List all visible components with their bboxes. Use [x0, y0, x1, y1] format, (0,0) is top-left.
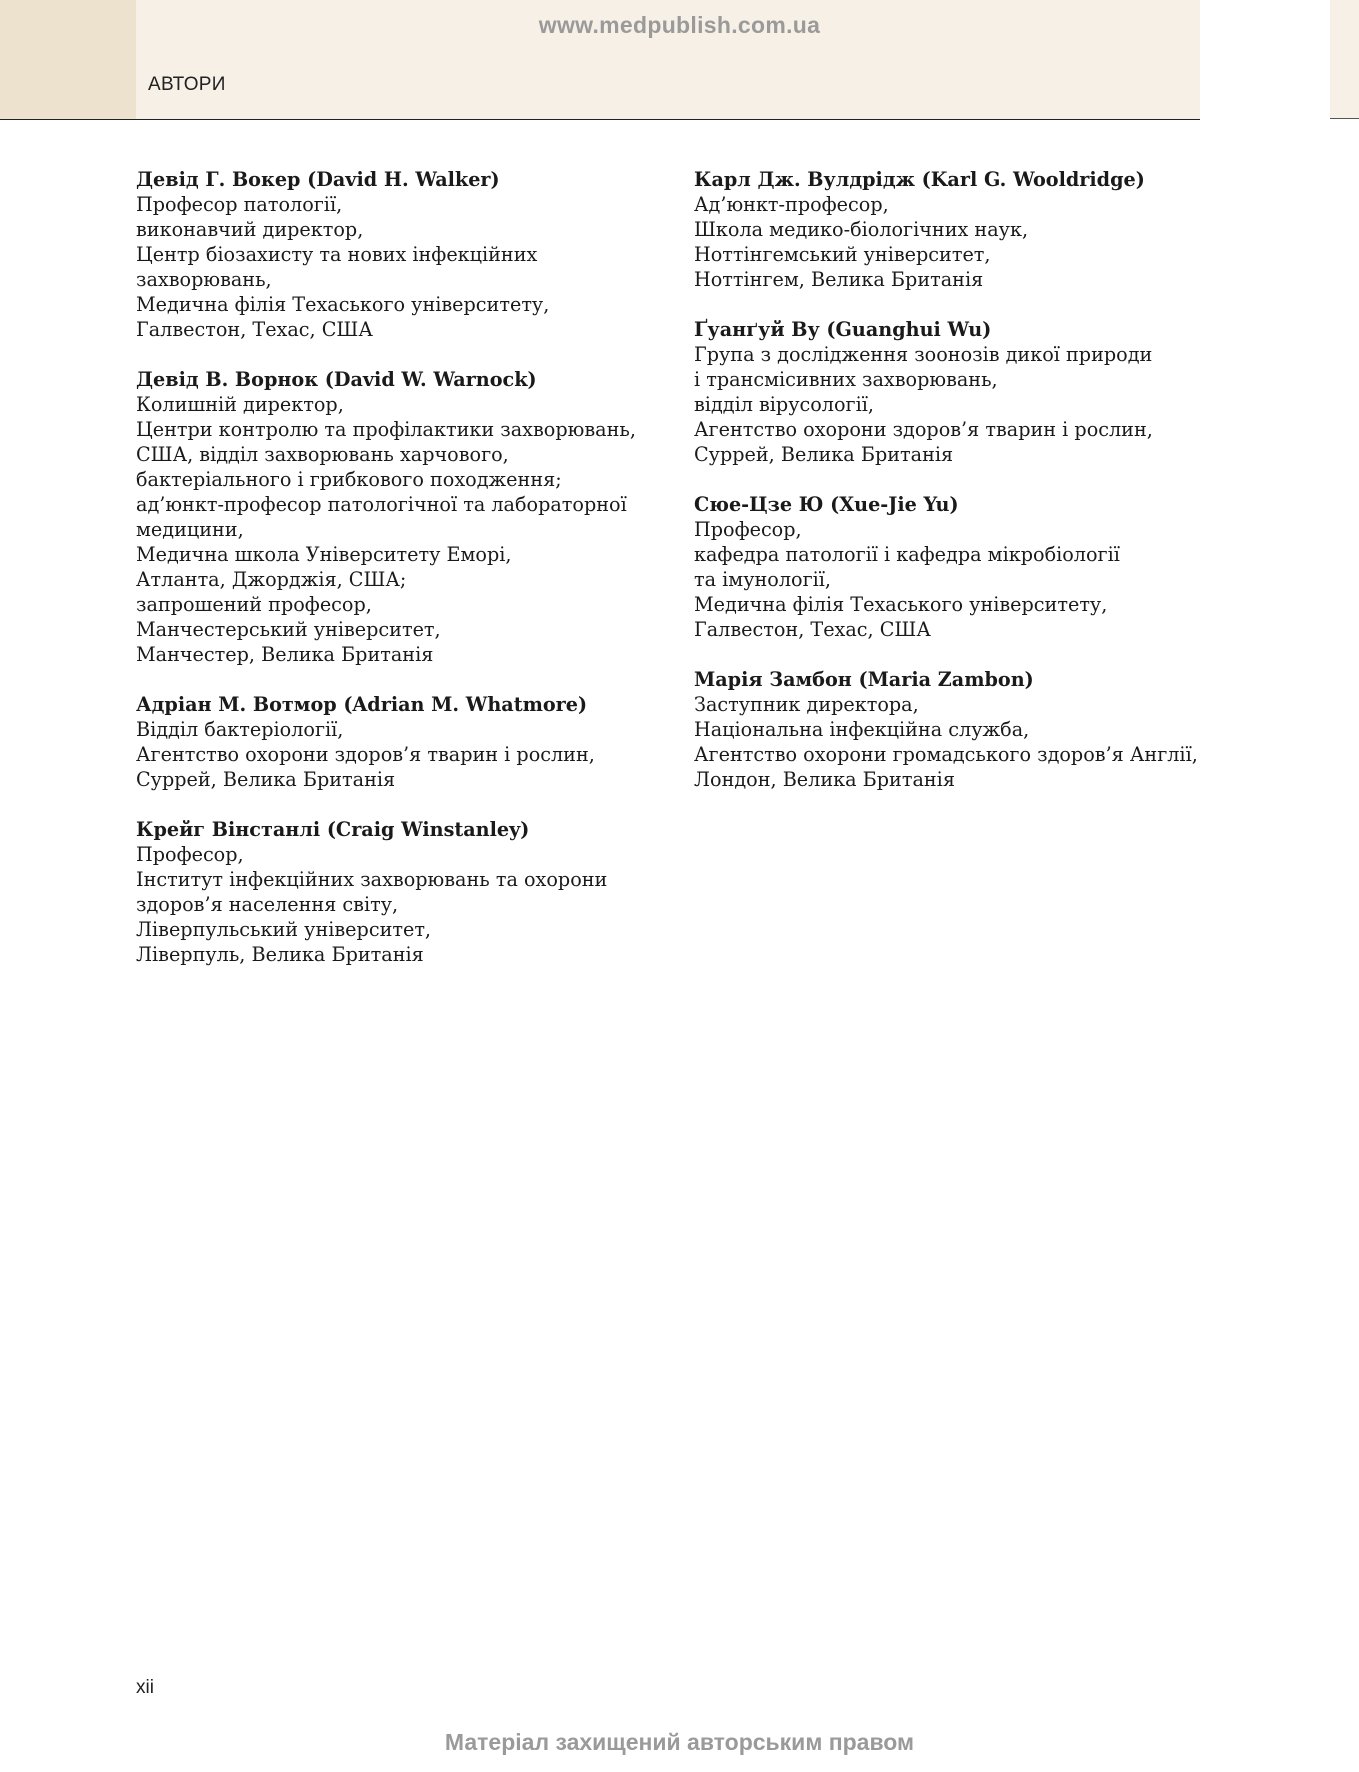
- affiliation-line: Атланта, Джорджія, США;: [136, 568, 407, 591]
- affiliation-line: та імунології,: [694, 568, 832, 591]
- affiliation-line: Національна інфекційна служба,: [694, 718, 1030, 741]
- affiliation-line: Агентство охорони здоров’я тварин і рослин,: [136, 743, 595, 766]
- affiliation-line: Колишній директор,: [136, 393, 344, 416]
- affiliation-line: Група з дослідження зоонозів дикої природи: [694, 343, 1153, 366]
- affiliation-line: Ліверпульський університет,: [136, 918, 432, 941]
- affiliation-line: Ноттінгем, Велика Британія: [694, 268, 984, 291]
- author-entry: [694, 492, 1214, 642]
- author-name: Ґуанґуй Ву (Guanghui Wu): [694, 318, 992, 341]
- affiliation-line: США, відділ захворювань харчового,: [136, 443, 509, 466]
- section-title: АВТОРИ: [148, 74, 226, 95]
- authors-column-left: [136, 167, 676, 992]
- affiliation-line: Відділ бактеріології,: [136, 718, 344, 741]
- affiliation-line: Медична філія Техаського університету,: [136, 293, 550, 316]
- affiliation-line: Медична філія Техаського університету,: [694, 593, 1108, 616]
- author-entry: [694, 167, 1214, 292]
- affiliation-line: Ад’юнкт-професор,: [694, 193, 889, 216]
- header-divider: [0, 119, 1200, 120]
- affiliation-line: запрошений професор,: [136, 593, 372, 616]
- affiliation-line: Агентство охорони громадського здоров’я Англії,: [694, 743, 1198, 766]
- author-name: Крейг Вінстанлі (Craig Winstanley): [136, 818, 530, 841]
- affiliation-line: Ноттінгемський університет,: [694, 243, 991, 266]
- affiliation-line: Суррей, Велика Британія: [136, 768, 396, 791]
- affiliation-line: Медична школа Університету Еморі,: [136, 543, 512, 566]
- affiliation-line: Галвестон, Техас, США: [694, 618, 931, 641]
- affiliation-line: і трансмісивних захворювань,: [694, 368, 998, 391]
- affiliation-line: виконавчий директор,: [136, 218, 364, 241]
- affiliation-line: Галвестон, Техас, США: [136, 318, 373, 341]
- author-entry: [136, 817, 676, 967]
- author-name: Девід Г. Вокер (David H. Walker): [136, 168, 500, 191]
- authors-column-right: [694, 167, 1214, 817]
- affiliation-line: Манчестерський університет,: [136, 618, 441, 641]
- affiliation-line: Заступник директора,: [694, 693, 919, 716]
- affiliation-line: Центр біозахисту та нових інфекційних: [136, 243, 538, 266]
- author-name: Сюе-Цзе Ю (Xue-Jie Yu): [694, 493, 959, 516]
- affiliation-line: медицини,: [136, 518, 244, 541]
- author-entry: [136, 692, 676, 792]
- author-name: Адріан М. Вотмор (Adrian M. Whatmore): [136, 693, 588, 716]
- author-name: Марія Замбон (Maria Zambon): [694, 668, 1034, 691]
- affiliation-line: здоров’я населення світу,: [136, 893, 399, 916]
- author-entry: [136, 367, 676, 667]
- affiliation-line: Центри контролю та профілактики захворювань,: [136, 418, 636, 441]
- affiliation-line: Агентство охорони здоров’я тварин і рослин,: [694, 418, 1153, 441]
- page-number: xii: [136, 1677, 154, 1698]
- affiliation-line: ад’юнкт-професор патологічної та лабораторної: [136, 493, 627, 516]
- bottom-watermark: Матеріал захищений авторським правом: [444, 1729, 915, 1755]
- affiliation-line: Лондон, Велика Британія: [694, 768, 955, 791]
- affiliation-line: Професор,: [136, 843, 244, 866]
- author-entry: [694, 667, 1214, 792]
- affiliation-line: Професор патології,: [136, 193, 343, 216]
- affiliation-line: відділ вірусології,: [694, 393, 874, 416]
- affiliation-line: Професор,: [694, 518, 802, 541]
- affiliation-line: Ліверпуль, Велика Британія: [136, 943, 424, 966]
- author-name: Карл Дж. Вулдрідж (Karl G. Wooldridge): [694, 168, 1145, 191]
- author-entry: [136, 167, 676, 342]
- affiliation-line: Манчестер, Велика Британія: [136, 643, 434, 666]
- top-watermark: www.medpublish.com.ua: [538, 12, 821, 38]
- author-name: Девід В. Ворнок (David W. Warnock): [136, 368, 537, 391]
- affiliation-line: Суррей, Велика Британія: [694, 443, 954, 466]
- author-entry: [694, 317, 1214, 467]
- affiliation-line: бактеріального і грибкового походження;: [136, 468, 562, 491]
- affiliation-line: кафедра патології і кафедра мікробіології: [694, 543, 1120, 566]
- affiliation-line: Школа медико-біологічних наук,: [694, 218, 1029, 241]
- affiliation-line: Інститут інфекційних захворювань та охорони: [136, 868, 608, 891]
- affiliation-line: захворювань,: [136, 268, 272, 291]
